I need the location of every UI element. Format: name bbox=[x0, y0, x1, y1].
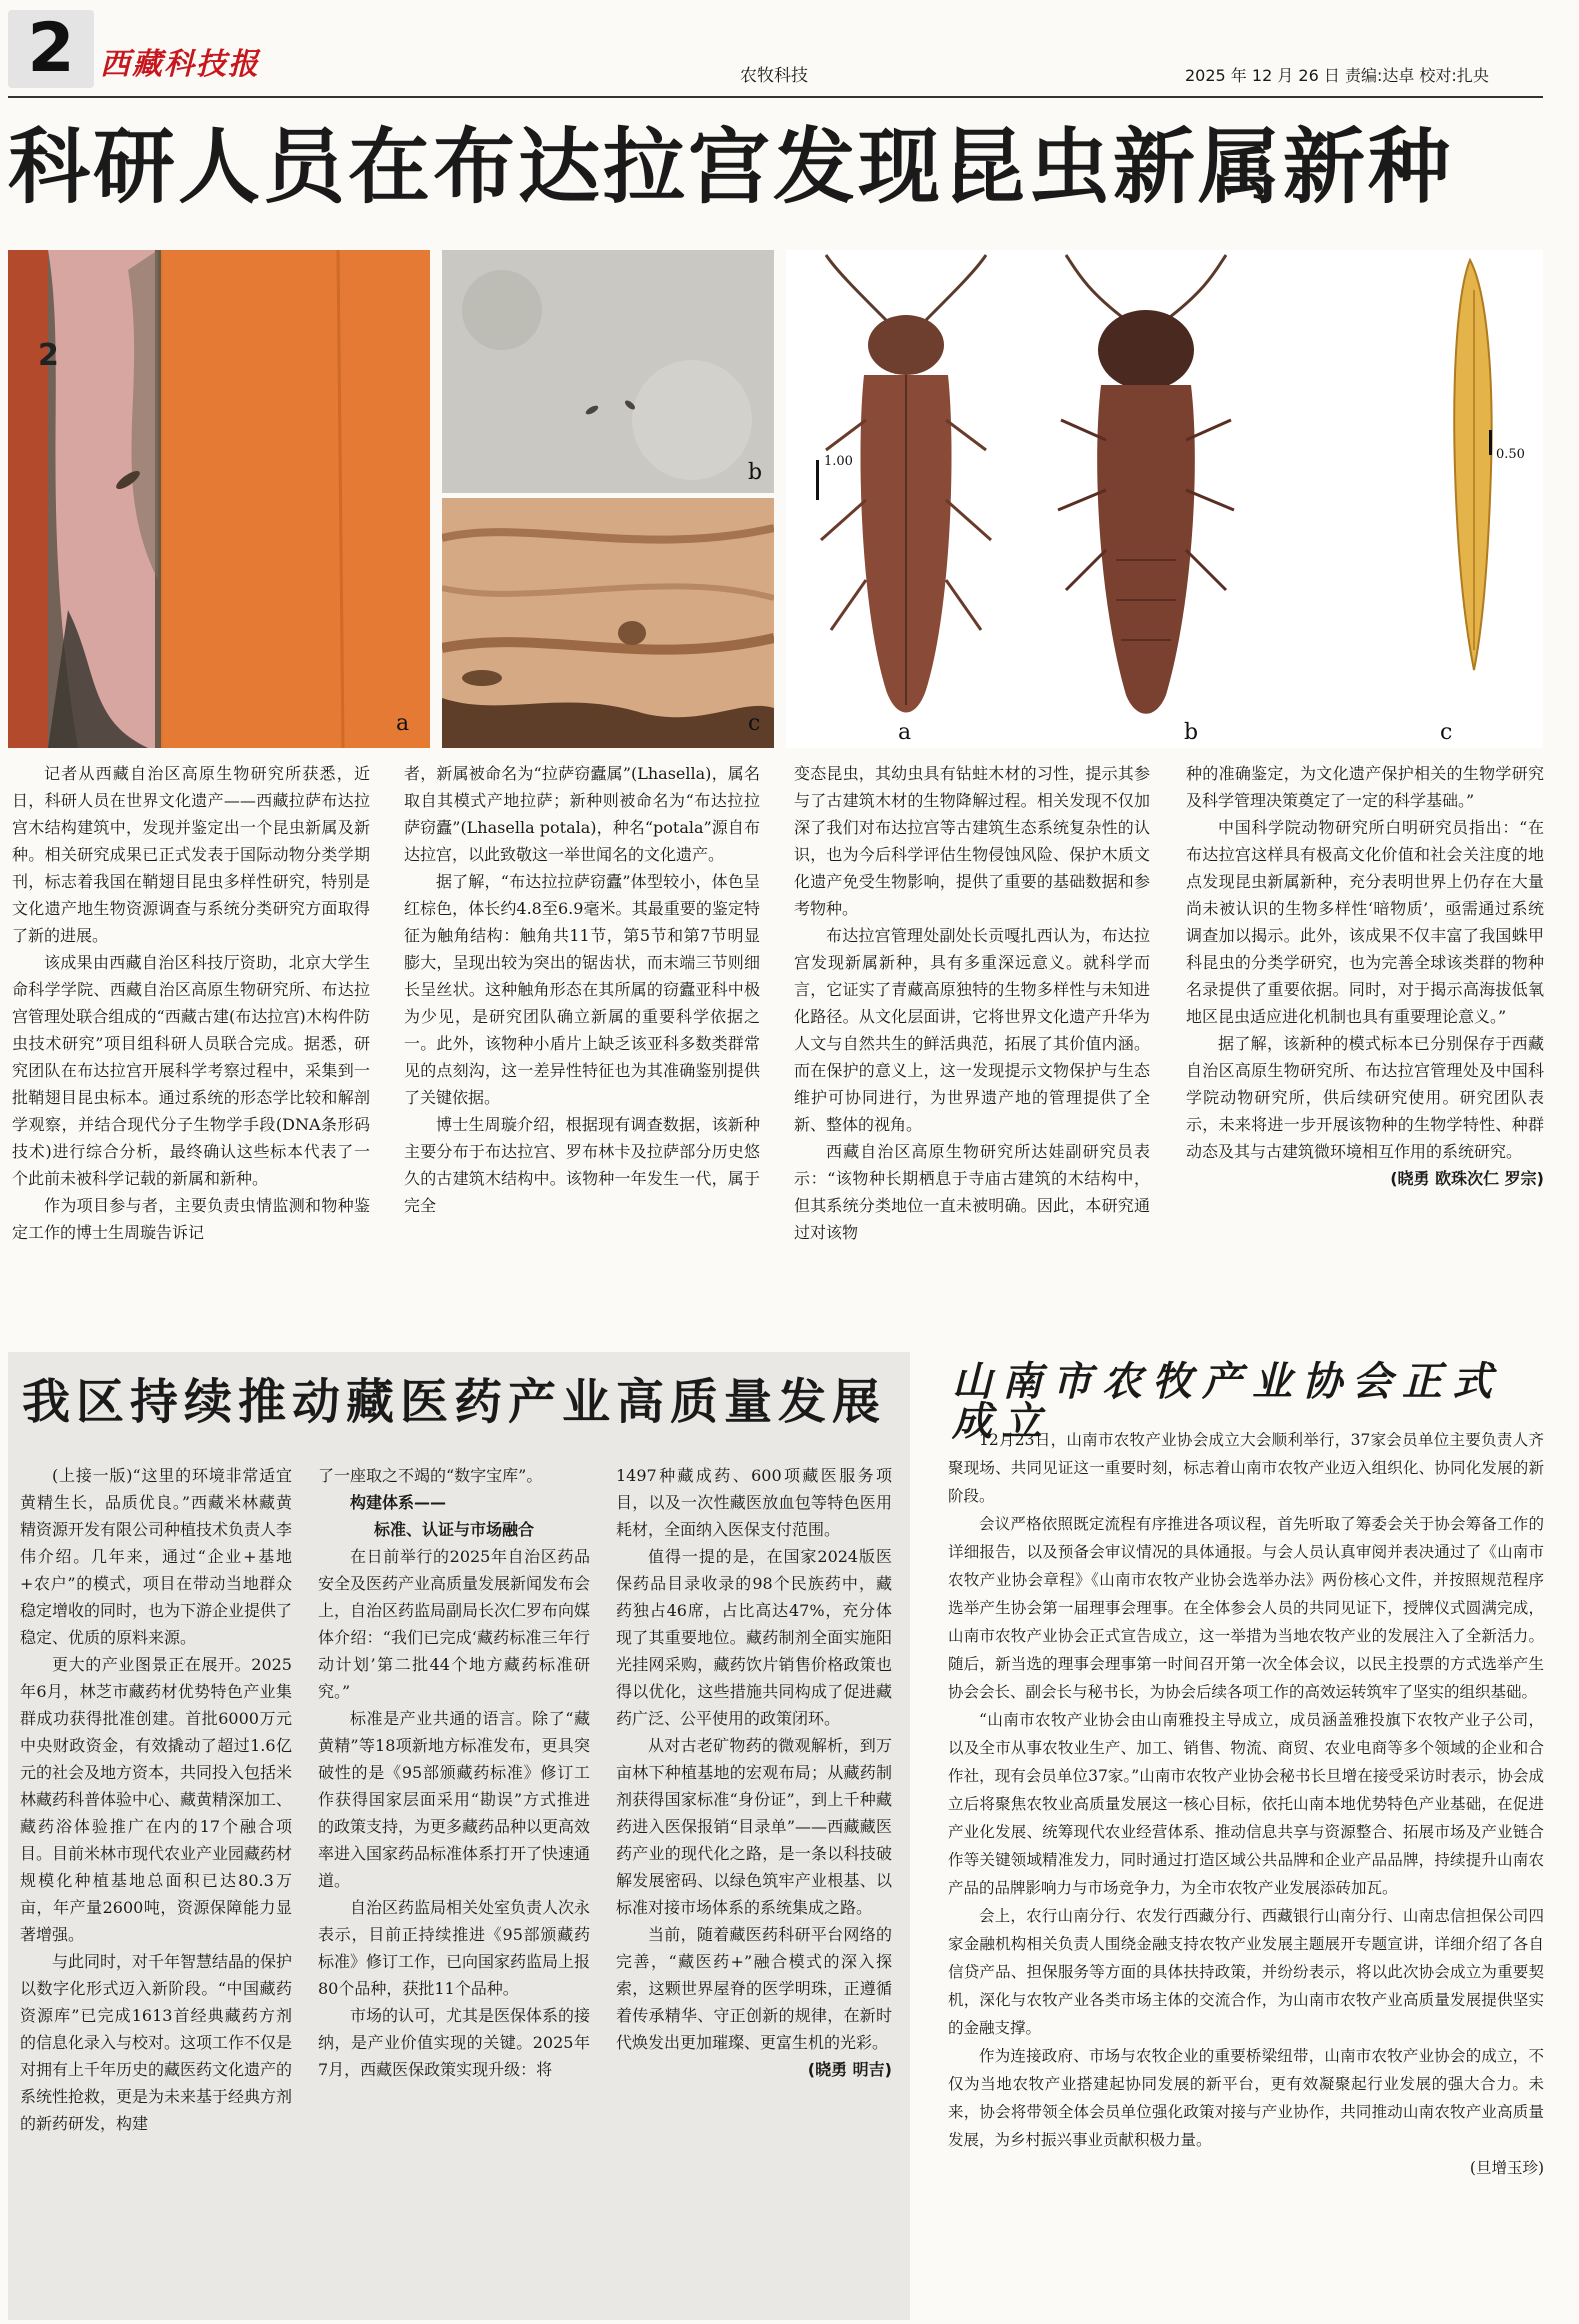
date-line: 2025 年 12 月 26 日 责编:达卓 校对:扎央 bbox=[1185, 66, 1489, 85]
article1-column-2 bbox=[404, 760, 760, 1219]
article1-column-4 bbox=[1186, 760, 1544, 1192]
article2-paragraph: 市场的认可，尤其是医保体系的接纳，是产业价值实现的关键。2025年7月，西藏医保政策实现升级：将 bbox=[318, 2006, 591, 2079]
article3-paragraph: 12月23日，山南市农牧产业协会成立大会顺利举行，37家会员单位主要负责人齐聚现场、共同见证这一重要时刻，标志着山南市农牧产业迈入组织化、协同化发展的新阶段。 bbox=[948, 1431, 1544, 1505]
article2-headline: 我区持续推动藏医药产业高质量发展 bbox=[22, 1374, 887, 1430]
article1-paragraph: 者，新属被命名为“拉萨窃蠹属”(Lhasella)，属名取自其模式产地拉萨；新种则被命名为“布达拉拉萨窃蠹”(Lhasella potala)，种名“potala”源自布达拉宫，以此致敬这一举世闻名的文化遗产。 bbox=[404, 764, 760, 864]
article1-paragraph: 博士生周璇介绍，根据现有调查数据，该新种主要分布于布达拉宫、罗布林卡及拉萨部分历史悠久的古建筑木结构中。该物种一年发生一代，属于完全 bbox=[404, 1115, 760, 1215]
article3-paragraph: 作为连接政府、市场与农牧企业的重要桥梁纽带，山南市农牧产业协会的成立，不仅为当地农牧产业搭建起协同发展的新平台，更有效凝聚起行业发展的强大合力。未来，协会将带领全体会员单位强化政策对接与产业协作，共同推动山南农牧产业高质量发展，为乡村振兴事业贡献积极力量。 bbox=[948, 2047, 1544, 2149]
article1-paragraph: 西藏自治区高原生物研究所达娃副研究员表示：“该物种长期栖息于寺庙古建筑的木结构中，但其系统分类地位一直未被明确。因此，本研究通过对该物 bbox=[794, 1142, 1150, 1242]
photo-label-b2: b bbox=[1184, 720, 1199, 745]
article2-paragraph: 在日前举行的2025年自治区药品安全及医药产业高质量发展新闻发布会上，自治区药监局副局长次仁罗布向媒体介绍：“我们已完成‘藏药标准三年行动计划’第二批44个地方藏药标准研究。” bbox=[318, 1547, 591, 1701]
scale-bar-2-label: 0.50 bbox=[1496, 447, 1525, 462]
article2-paragraph: (上接一版)“这里的环境非常适宜黄精生长，品质优良。”西藏米林藏黄精资源开发有限公司种植技术负责人李伟介绍。几年来，通过“企业+基地+农户”的模式，项目在带动当地群众稳定增收的同时，也为下游企业提供了稳定、优质的原料来源。 bbox=[20, 1466, 293, 1647]
article2-column-3 bbox=[616, 1462, 892, 2083]
photo-label-c2: c bbox=[1440, 720, 1453, 745]
wall-number: 2 bbox=[38, 338, 59, 373]
article2-column-1 bbox=[20, 1462, 292, 2137]
article1-paragraph: 该成果由西藏自治区科技厅资助，北京大学生命科学学院、西藏自治区高原生物研究所、布达拉宫管理处联合组成的“西藏古建(布达拉宫)木构件防虫技术研究”项目组科研人员联合完成。据悉，研究团队在布达拉宫开展科学考察过程中，采集到一批鞘翅目昆虫标本。通过系统的形态学比较和解剖学观察，并结合现代分子生物学手段(DNA条形码技术)进行综合分析，最终确认这些标本代表了一个此前未被科学记载的新属和新种。 bbox=[12, 953, 370, 1188]
article1-headline: 科研人员在布达拉宫发现昆虫新属新种 bbox=[8, 119, 1454, 215]
article1-column-1 bbox=[12, 760, 370, 1246]
specimen-plate bbox=[786, 250, 1543, 748]
page-number: 2 bbox=[8, 10, 94, 88]
article1-paragraph: 变态昆虫，其幼虫具有钻蛀木材的习性，提示其参与了古建筑木材的生物降解过程。相关发现不仅加深了我们对布达拉宫等古建筑生态系统复杂性的认识，也为今后科学评估生物侵蚀风险、保护木质文化遗产免受生物影响，提供了重要的基础数据和参考物种。 bbox=[794, 764, 1150, 918]
article2-paragraph: 更大的产业图景正在展开。2025年6月，林芝市藏药材优势特色产业集群成功获得批准创建。首批6000万元中央财政资金，有效撬动了超过1.6亿元的社会及地方资本，共同投入包括米林藏药科普体验中心、藏黄精深加工、藏药浴体验推广在内的17个融合项目。目前米林市现代农业产业园藏药材规模化种植基地总面积已达80.3万亩，年产量2600吨，资源保障能力显著增强。 bbox=[20, 1655, 293, 1944]
article3-byline: (旦增玉珍) bbox=[1469, 2159, 1544, 2177]
section-label: 农牧科技 bbox=[740, 66, 808, 86]
article2-paragraph: 1497种藏成药、600项藏医服务项目，以及一次性藏医放血包等特色医用耗材，全面纳入医保支付范围。 bbox=[616, 1466, 892, 1539]
article3-headline: 山南市农牧产业协会正式成立 bbox=[952, 1358, 1502, 1445]
header-rule bbox=[8, 96, 1543, 98]
photo-wood-damage bbox=[442, 498, 774, 748]
article3-body bbox=[948, 1426, 1544, 2182]
article1-byline: (晓勇 欧珠次仁 罗宗) bbox=[1390, 1169, 1544, 1188]
masthead-logo: 西藏科技报 bbox=[100, 47, 260, 82]
genitalia-view bbox=[1454, 260, 1525, 670]
beetle-ventral-view bbox=[1058, 255, 1234, 714]
article2-paragraph: 当前，随着藏医药科研平台网络的完善，“藏医药+”融合模式的深入探索，这颗世界屋脊的医学明珠，正遵循着传承精华、守正创新的规律，在新时代焕发出更加璀璨、更富生机的光彩。 bbox=[616, 1925, 892, 2052]
article2-subhead: 标准、认证与市场融合 bbox=[373, 1520, 534, 1539]
article2-paragraph: 了一座取之不竭的“数字宝库”。 bbox=[318, 1466, 543, 1485]
article2-paragraph: 标准是产业共通的语言。除了“藏黄精”等18项新地方标准发布，更具突破性的是《95部颁藏药标准》修订工作获得国家层面采用“勘误”方式推进的政策支持，为更多藏药品种以更高效率进入国家药品标准体系打开了快速通道。 bbox=[318, 1709, 591, 1890]
article2-subhead: 构建体系—— bbox=[350, 1493, 447, 1512]
photo-label-c1: c bbox=[748, 711, 761, 736]
article1-paragraph: 种的准确鉴定，为文化遗产保护相关的生物学研究及科学管理决策奠定了一定的科学基础。” bbox=[1186, 764, 1544, 810]
article1-paragraph: 中国科学院动物研究所白明研究员指出：“在布达拉宫这样具有极高文化价值和社会关注度的地点发现昆虫新属新种，充分表明世界上仍存在大量尚未被认识的生物多样性‘暗物质’，亟需通过系统调查加以揭示。此外，该成果不仅丰富了我国蛛甲科昆虫的分类学研究，也为完善全球该类群的物种名录提供了重要依据。同时，对于揭示高海拔低氧地区昆虫适应进化机制也具有重要理论意义。” bbox=[1186, 818, 1544, 1026]
article2-paragraph: 自治区药监局相关处室负责人次永表示，目前正持续推进《95部颁藏药标准》修订工作，已向国家药监局上报80个品种，获批11个品种。 bbox=[318, 1898, 591, 1998]
photo-label-a1: a bbox=[396, 711, 410, 736]
article3-paragraph: “山南市农牧产业协会由山南雅投主导成立，成员涵盖雅投旗下农牧产业子公司，以及全市从事农牧业生产、加工、销售、物流、商贸、农业电商等多个领域的企业和合作社，现有会员单位37家。”山南市农牧产业协会秘书长旦增在接受采访时表示，协会成立后将聚焦农牧业高质量发展这一核心目标，依托山南本地优势特色产业基础，在促进产业化发展、统筹现代农业经营体系、推动信息共享与资源整合、拓展市场及产业链合作等关键领域精准发力，同时通过打造区域公共品牌和企业产品品牌，持续提升山南农产品的品牌影响力与市场竞争力，为全市农牧产业发展添砖加瓦。 bbox=[948, 1711, 1544, 1897]
article3-paragraph: 会上，农行山南分行、农发行西藏分行、西藏银行山南分行、山南忠信担保公司四家金融机构相关负责人围绕金融支持农牧产业发展主题展开专题宣讲，详细介绍了各自信贷产品、担保服务等方面的具体扶持政策，并纷纷表示，将以此次协会成立为重要契机，深化与农牧产业各类市场主体的交流合作，为山南市农牧产业高质量发展提供坚实的金融支撑。 bbox=[948, 1907, 1544, 2037]
article2-column-2 bbox=[318, 1462, 590, 2083]
article3-paragraph: 会议严格依照既定流程有序推进各项议程，首先听取了筹委会关于协会筹备工作的详细报告，以及预备会审议情况的具体通报。与会人员认真审阅并表决通过了《山南市农牧产业协会章程》《山南市农牧产业协会选举办法》两份核心文件，并按照规范程序选举产生协会第一届理事会理事。在全体参会人员的共同见证下，授牌仪式圆满完成，山南市农牧产业协会正式宣告成立，这一举措为当地农牧产业的发展注入了全新活力。随后，新当选的理事会理事第一时间召开第一次全体会议，以民主投票的方式选举产生协会会长、副会长与秘书长，为协会后续各项工作的高效运转筑牢了坚实的组织基础。 bbox=[948, 1515, 1544, 1701]
beetle-dorsal-view bbox=[816, 255, 991, 713]
photo-wall bbox=[8, 250, 430, 748]
photo-stone-surface bbox=[442, 250, 774, 493]
article1-paragraph: 据了解，该新种的模式标本已分别保存于西藏自治区高原生物研究所、布达拉宫管理处及中国科学院动物研究所，供后续研究使用。研究团队表示，未来将进一步开展该物种的生物学特性、种群动态及其与古建筑微环境相互作用的系统研究。 bbox=[1186, 1034, 1544, 1161]
scale-bar-1-label: 1.00 bbox=[824, 454, 853, 469]
article2-byline: (晓勇 明吉) bbox=[807, 2060, 892, 2079]
article2-paragraph: 与此同时，对千年智慧结晶的保护以数字化形式迈入新阶段。“中国藏药资源库”已完成1613首经典藏药方剂的信息化录入与校对。这项工作不仅是对拥有上千年历史的藏医药文化遗产的系统性抢救，更是为未来基于经典方剂的新药研发，构建 bbox=[20, 1952, 293, 2133]
article1-paragraph: 记者从西藏自治区高原生物研究所获悉，近日，科研人员在世界文化遗产——西藏拉萨布达拉宫木结构建筑中，发现并鉴定出一个昆虫新属及新种。相关研究成果已正式发表于国际动物分类学期刊，标志着我国在鞘翅目昆虫多样性研究，特别是文化遗产地生物资源调查与系统分类研究方面取得了新的进展。 bbox=[12, 764, 370, 945]
article1-column-3 bbox=[794, 760, 1150, 1246]
article1-paragraph: 据了解，“布达拉拉萨窃蠹”体型较小，体色呈红棕色，体长约4.8至6.9毫米。其最重要的鉴定特征为触角结构：触角共11节，第5节和第7节明显膨大，呈现出较为突出的锯齿状，而末端三节则细长呈丝状。这种触角形态在其所属的窃蠹亚科中极为少见，是研究团队确立新属的重要科学依据之一。此外，该物种小盾片上缺乏该亚科多数类群常见的点刻沟，这一差异性特征也为其准确鉴别提供了关键依据。 bbox=[404, 872, 760, 1107]
article1-paragraph: 作为项目参与者，主要负责虫情监测和物种鉴定工作的博士生周璇告诉记 bbox=[12, 1196, 370, 1242]
photo-label-a2: a bbox=[898, 720, 912, 745]
article1-paragraph: 布达拉宫管理处副处长贡嘎扎西认为，布达拉宫发现新属新种，具有多重深远意义。就科学而言，它证实了青藏高原独特的生物多样性与未知进化路径。从文化层面讲，它将世界文化遗产升华为人文与自然共生的鲜活典范，拓展了其价值内涵。而在保护的意义上，这一发现提示文物保护与生态维护可协同进行，为世界遗产地的管理提供了全新、整体的视角。 bbox=[794, 926, 1150, 1134]
article2-paragraph: 从对古老矿物药的微观解析，到万亩林下种植基地的宏观布局；从藏药制剂获得国家标准“身份证”，到上千种藏药进入医保报销“目录单”——西藏藏医药产业的现代化之路，是一条以科技破解发展密码、以绿色筑牢产业根基、以标准对接市场体系的系统集成之路。 bbox=[616, 1736, 892, 1917]
article2-paragraph: 值得一提的是，在国家2024版医保药品目录收录的98个民族药中，藏药独占46席，占比高达47%，充分体现了其重要地位。藏药制剂全面实施阳光挂网采购，藏药饮片销售价格政策也得以优化，这些措施共同构成了促进藏药广泛、公平使用的政策闭环。 bbox=[616, 1547, 892, 1728]
photo-label-b1: b bbox=[748, 460, 763, 485]
